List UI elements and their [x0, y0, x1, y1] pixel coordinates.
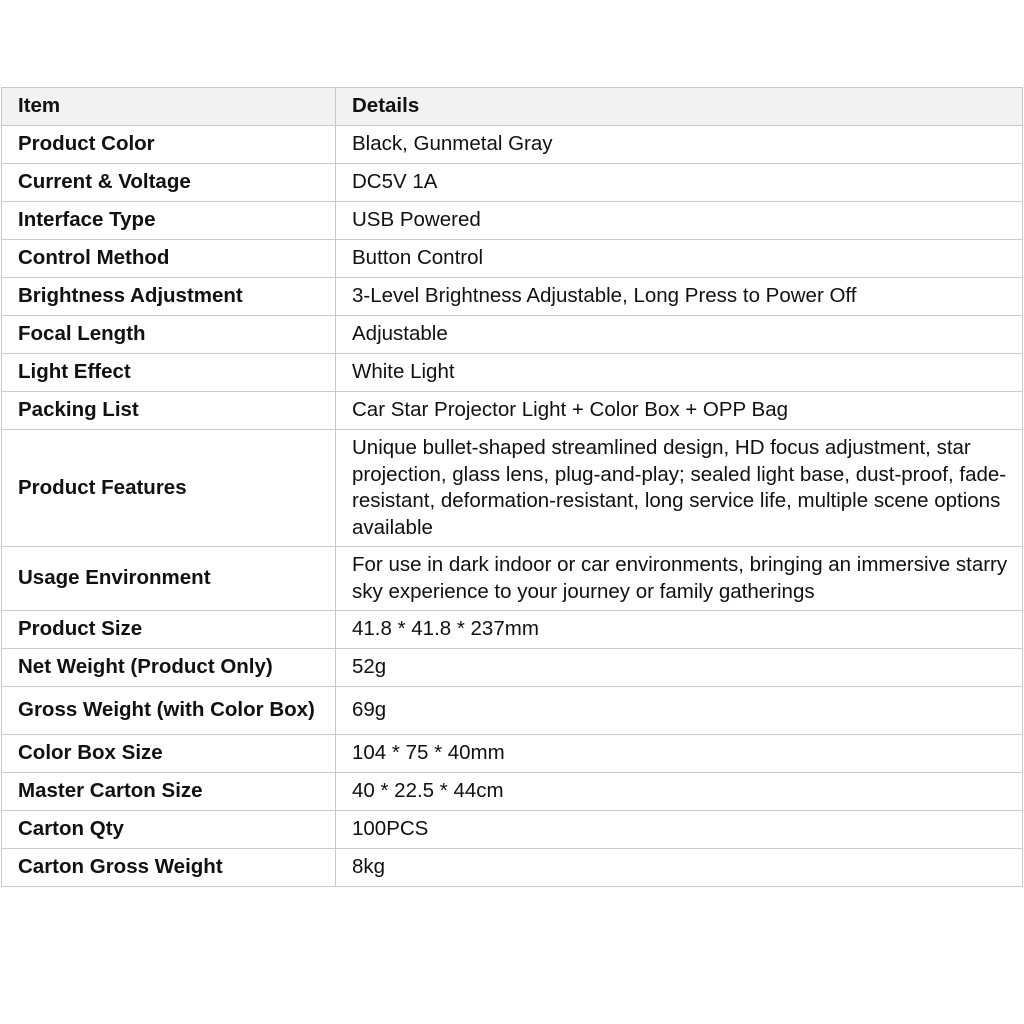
row-value: Black, Gunmetal Gray — [336, 126, 1023, 164]
row-label: Interface Type — [2, 202, 336, 240]
row-value: Unique bullet-shaped streamlined design, HD focus adjustment, star projection, glass lens, plug-and-play; sealed light base, dust-proof, fade-resistant, deformation-resistant, long service life, multiple scene options available — [336, 430, 1023, 547]
table-row — [2, 649, 1023, 687]
table-row — [2, 164, 1023, 202]
row-value: Car Star Projector Light + Color Box + OPP Bag — [336, 392, 1023, 430]
row-value: 100PCS — [336, 811, 1023, 849]
table-row — [2, 687, 1023, 735]
row-value: White Light — [336, 354, 1023, 392]
row-label: Master Carton Size — [2, 773, 336, 811]
row-value: 40 * 22.5 * 44cm — [336, 773, 1023, 811]
column-header-item: Item — [2, 88, 336, 126]
table-row — [2, 773, 1023, 811]
table-row — [2, 811, 1023, 849]
row-label: Product Features — [2, 430, 336, 547]
row-label: Usage Environment — [2, 547, 336, 611]
row-label: Carton Qty — [2, 811, 336, 849]
table-row — [2, 611, 1023, 649]
row-label: Gross Weight (with Color Box) — [2, 687, 336, 735]
table-row — [2, 392, 1023, 430]
table-row — [2, 240, 1023, 278]
row-value: 3-Level Brightness Adjustable, Long Press to Power Off — [336, 278, 1023, 316]
table-row — [2, 202, 1023, 240]
row-value: 104 * 75 * 40mm — [336, 735, 1023, 773]
row-value: Button Control — [336, 240, 1023, 278]
row-value: 52g — [336, 649, 1023, 687]
row-value: 69g — [336, 687, 1023, 735]
table-row — [2, 547, 1023, 611]
row-label: Brightness Adjustment — [2, 278, 336, 316]
table-row — [2, 354, 1023, 392]
row-value: DC5V 1A — [336, 164, 1023, 202]
row-label: Product Size — [2, 611, 336, 649]
table-row — [2, 278, 1023, 316]
row-label: Control Method — [2, 240, 336, 278]
table-row — [2, 430, 1023, 547]
row-label: Color Box Size — [2, 735, 336, 773]
row-value: USB Powered — [336, 202, 1023, 240]
row-label: Light Effect — [2, 354, 336, 392]
table-row — [2, 849, 1023, 887]
table-row — [2, 735, 1023, 773]
row-label: Current & Voltage — [2, 164, 336, 202]
row-label: Packing List — [2, 392, 336, 430]
row-label: Product Color — [2, 126, 336, 164]
row-label: Focal Length — [2, 316, 336, 354]
row-label: Net Weight (Product Only) — [2, 649, 336, 687]
row-value: 41.8 * 41.8 * 237mm — [336, 611, 1023, 649]
table-row — [2, 126, 1023, 164]
table-row — [2, 316, 1023, 354]
table-header-row — [2, 88, 1023, 126]
column-header-details: Details — [336, 88, 1023, 126]
row-value: Adjustable — [336, 316, 1023, 354]
row-value: For use in dark indoor or car environments, bringing an immersive starry sky experience to your journey or family gatherings — [336, 547, 1023, 611]
row-value: 8kg — [336, 849, 1023, 887]
spec-table — [1, 87, 1023, 887]
row-label: Carton Gross Weight — [2, 849, 336, 887]
